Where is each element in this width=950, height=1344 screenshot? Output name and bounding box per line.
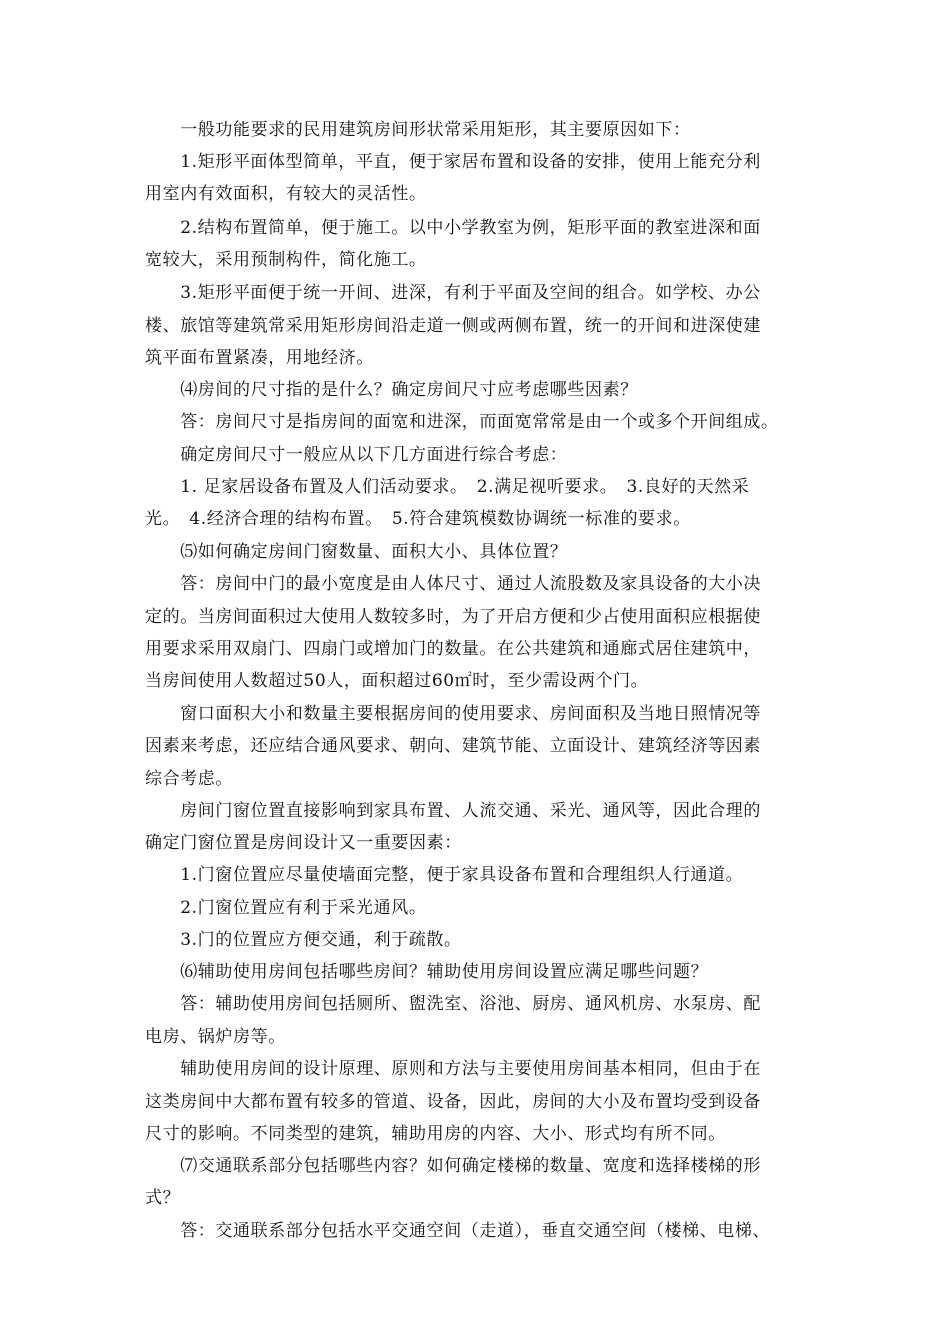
text-line: 确定房间尺寸一般应从以下几方面进行综合考虑： bbox=[145, 445, 568, 465]
text-line: 宽较大，采用预制构件，简化施工。 bbox=[145, 250, 427, 270]
text-line: 1. 足家居设备布置及人们活动要求。 2.满足视听要求。 3.良好的天然采 bbox=[145, 477, 750, 497]
text-line: 2.门窗位置应有利于采光通风。 bbox=[145, 898, 427, 918]
text-line: 窗口面积大小和数量主要根据房间的使用要求、房间面积及当地日照情况等 bbox=[145, 704, 761, 724]
text-line: ⑷房间的尺寸指的是什么？确定房间尺寸应考虑哪些因素？ bbox=[145, 380, 638, 400]
text-line: 当房间使用人数超过50人，面积超过60㎡时，至少需设两个门。 bbox=[145, 671, 649, 691]
text-line: 答：房间尺寸是指房间的面宽和进深，而面宽常常是由一个或多个开间组成。 bbox=[145, 412, 779, 432]
text-line: 这类房间中大都布置有较多的管道、设备，因此，房间的大小及布置均受到设备 bbox=[145, 1092, 761, 1112]
text-line: 因素来考虑，还应结合通风要求、朝向、建筑节能、立面设计、建筑经济等因素 bbox=[145, 736, 761, 756]
text-line: 定的。当房间面积过大使用人数较多时，为了开启方便和少占使用面积应根据使 bbox=[145, 607, 761, 627]
text-line: 尺寸的影响。不同类型的建筑，辅助用房的内容、大小、形式均有所不同。 bbox=[145, 1124, 726, 1144]
text-line: 一般功能要求的民用建筑房间形状常采用矩形，其主要原因如下： bbox=[145, 120, 691, 140]
text-line: 2.结构布置简单，便于施工。以中小学教室为例，矩形平面的教室进深和面 bbox=[145, 218, 761, 238]
text-line: 1.矩形平面体型简单，平直，便于家居布置和设备的安排，使用上能充分利 bbox=[145, 152, 761, 172]
text-line: 用室内有效面积，有较大的灵活性。 bbox=[145, 184, 427, 204]
text-line: 辅助使用房间的设计原理、原则和方法与主要使用房间基本相同，但由于在 bbox=[145, 1059, 761, 1079]
text-line: 光。 4.经济合理的结构布置。 5.符合建筑模数协调统一标准的要求。 bbox=[145, 509, 691, 529]
text-line: ⑺交通联系部分包括哪些内容？如何确定楼梯的数量、宽度和选择楼梯的形 bbox=[145, 1156, 761, 1176]
text-line: 楼、旅馆等建筑常采用矩形房间沿走道一侧或两侧布置，统一的开间和进深使建 bbox=[145, 316, 761, 336]
text-line: 答：辅助使用房间包括厕所、盥洗室、浴池、厨房、通风机房、水泵房、配 bbox=[145, 994, 761, 1014]
text-line: 3.矩形平面便于统一开间、进深，有利于平面及空间的组合。如学校、办公 bbox=[145, 283, 761, 303]
text-line: 筑平面布置紧凑，用地经济。 bbox=[145, 348, 374, 368]
text-line: 式？ bbox=[145, 1188, 181, 1208]
text-line: 用要求采用双扇门、四扇门或增加门的数量。在公共建筑和通廊式居住建筑中， bbox=[145, 639, 761, 659]
text-line: 3.门的位置应方便交通，利于疏散。 bbox=[145, 930, 462, 950]
text-line: 1.门窗位置应尽量使墙面完整，便于家具设备布置和合理组织人行通道。 bbox=[145, 865, 744, 885]
text-line: 房间门窗位置直接影响到家具布置、人流交通、采光、通风等，因此合理的 bbox=[145, 801, 761, 821]
text-line: 综合考虑。 bbox=[145, 769, 233, 789]
text-line: 答：交通联系部分包括水平交通空间（走道），垂直交通空间（楼梯、电梯、 bbox=[145, 1221, 771, 1241]
text-line: 电房、锅炉房等。 bbox=[145, 1027, 286, 1047]
text-line: 确定门窗位置是房间设计又一重要因素： bbox=[145, 833, 462, 853]
text-line: ⑹辅助使用房间包括哪些房间？辅助使用房间设置应满足哪些问题？ bbox=[145, 962, 709, 982]
text-line: 答：房间中门的最小宽度是由人体尺寸、通过人流股数及家具设备的大小决 bbox=[145, 574, 761, 594]
text-line: ⑸如何确定房间门窗数量、面积大小、具体位置？ bbox=[145, 542, 568, 562]
